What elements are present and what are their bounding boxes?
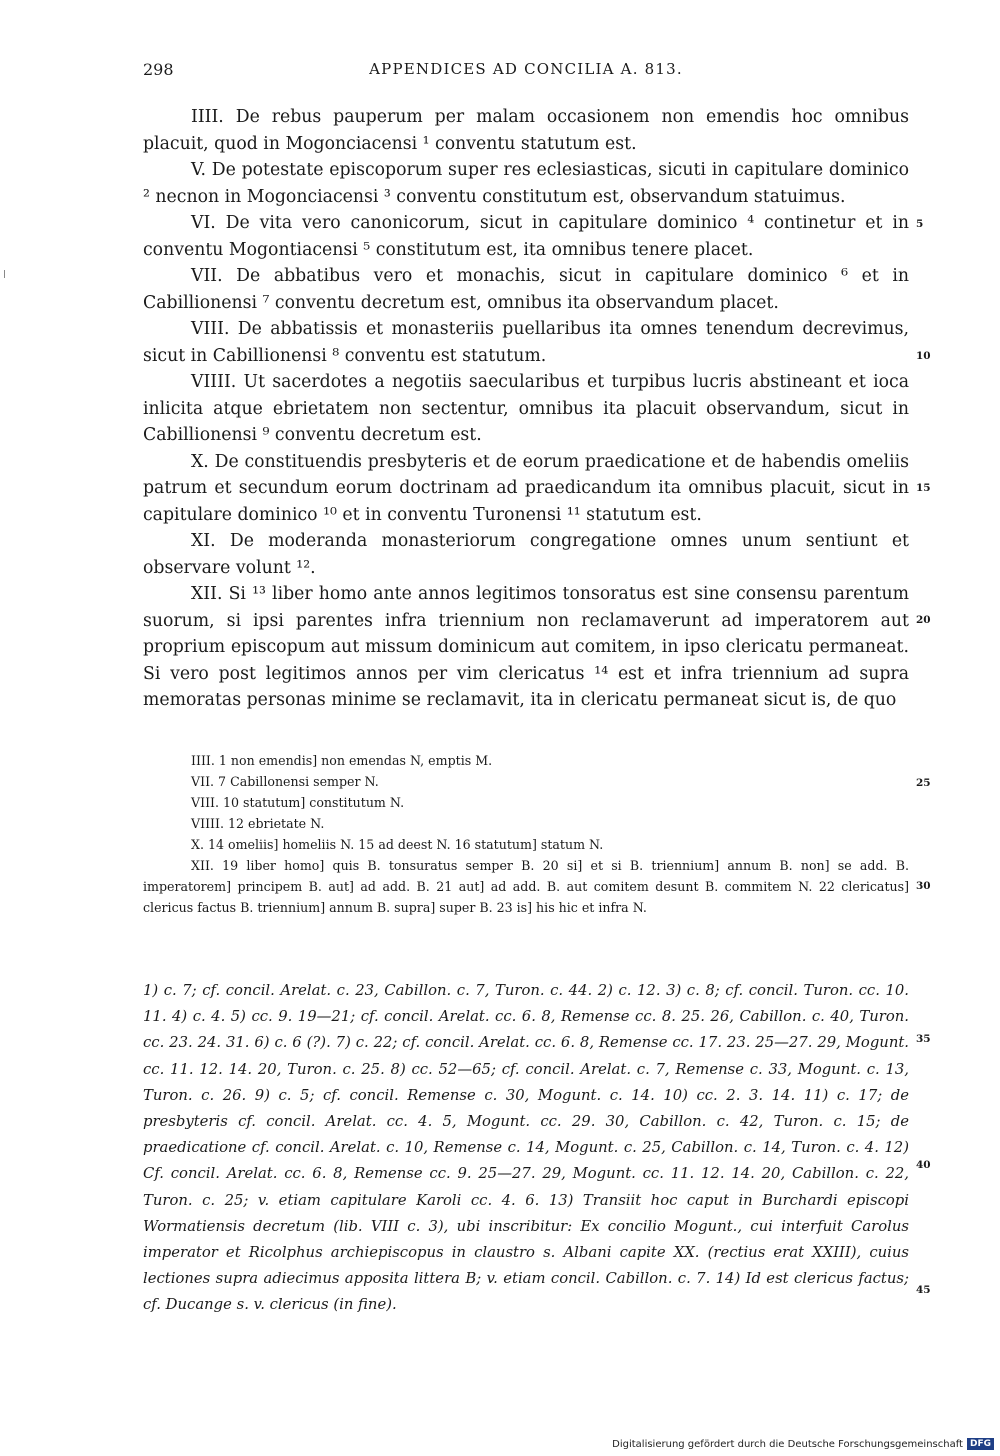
- chapter-paragraph: VI. De vita vero canonicorum, sicut in capitulare dominico ⁴ continetur et in conventu Mogontiacensi ⁵ constitutum est, ita omnibus tenere placet.: [143, 213, 909, 260]
- chapter-paragraph: IIII. De rebus pauperum per malam occasionem non emendis hoc omnibus placuit, quod in Mogonciacensi ¹ conventu statutum est.: [143, 107, 909, 154]
- apparatus-entry: X. 14 omeliis] homeliis N. 15 ad deest N. 16 statutum] statum N.: [191, 837, 604, 852]
- apparatus-entry: VIIII. 12 ebrietate N.: [191, 816, 325, 831]
- chapter-paragraph: VII. De abbatibus vero et monachis, sicut in capitulare dominico ⁶ et in Cabillionensi ⁷ conventu decretum est, omnibus ita observandum placet.: [143, 266, 909, 313]
- running-title: APPENDICES AD CONCILIA A. 813.: [369, 60, 683, 78]
- digitization-footer: [612, 1438, 994, 1450]
- apparatus-entry: IIII. 1 non emendis] non emendas N, emptis M.: [191, 753, 493, 768]
- line-number: 45: [916, 1284, 931, 1296]
- apparatus-entry: XII. 19 liber homo] quis B. tonsuratus semper B. 20 si] et si B. triennium] annum B. non] se add. B. imperatorem] principem B. aut] ad add. B. 21 aut] ad add. B. aut comitem desunt B. commitem N. 22 clericatus] clericus factus B. triennium] annum B. supra] super B. 23 is] his hic et infra N.: [143, 858, 909, 915]
- page-number: 298: [143, 60, 174, 79]
- line-number: 20: [916, 614, 931, 626]
- chapter-paragraph: V. De potestate episcoporum super res eclesiasticas, sicuti in capitulare dominico ² necnon in Mogonciacensi ³ conventu constitutum est, observandum statuimus.: [143, 160, 909, 207]
- line-number: 25: [916, 777, 931, 789]
- apparatus-entry: VII. 7 Cabillonensi semper N.: [191, 774, 379, 789]
- line-number: 40: [916, 1159, 931, 1171]
- chapter-paragraph: VIIII. Ut sacerdotes a negotiis saecularibus et turpibus lucris abstineant et ioca inlicita atque ebrietatem non sectentur, omnibus ita placuit observandum, sicut in Cabillionensi ⁹ conventu decretum est.: [143, 372, 909, 445]
- chapter-paragraph: VIII. De abbatissis et monasteriis puellaribus ita omnes tenendum decrevimus, sicut in Cabillionensi ⁸ conventu est statutum.: [143, 319, 909, 366]
- chapter-paragraph: XII. Si ¹³ liber homo ante annos legitimos tonsoratus est sine consensu parentum suorum, si ipsi parentes infra triennium non reclamaverunt ad imperatorem aut proprium episcopum aut missum dominicum aut comitem, in ipso clericatu permaneat. Si vero post legitimos annos per vim clericatus ¹⁴ est et infra triennium ad supra memoratas personas minime se reclamavit, ita in clericatu permaneat sicut is, de quo: [143, 584, 909, 710]
- apparatus-entry: VIII. 10 statutum] constitutum N.: [191, 795, 405, 810]
- footnotes: 1) c. 7; cf. concil. Arelat. c. 23, Cabillon. c. 7, Turon. c. 44. 2) c. 12. 3) c. 8; cf. concil. Turon. cc. 10. 11. 4) c. 4. 5) cc. 9. 19—21; cf. concil. Arelat. cc. 6. 8, Remense cc. 8. 25. 26, Cabillon. c. 40, Turon. cc. 23. 24. 31. 6) c. 6 (?). 7) c. 22; cf. concil. Arelat. cc. 6. 8, Remense cc. 17. 23. 25—27. 29, Mogunt. cc. 11. 12. 14. 20, Turon. c. 25. 8) cc. 52—65; cf. concil. Arelat. c. 7, Remense c. 33, Mogunt. c. 13, Turon. c. 26. 9) c. 5; cf. concil. Remense c. 30, Mogunt. c. 14. 10) cc. 2. 3. 14. 11) c. 17; de presbyteris cf. concil. Arelat. cc. 4. 5, Mogunt. cc. 29. 30, Cabillon. c. 42, Turon. c. 15; de praedicatione cf. concil. Arelat. c. 10, Remense c. 14, Mogunt. c. 25, Cabillon. c. 14, Turon. c. 4. 12) Cf. concil. Arelat. cc. 6. 8, Remense cc. 9. 25—27. 29, Mogunt. cc. 11. 12. 14. 20, Cabillon. c. 22, Turon. c. 25; v. etiam capitulare Karoli cc. 4. 6. 13) Transiit hoc caput in Burchardi episcopi Wormatiensis decretum (lib. VIII c. 3), ubi inscribitur: Ex concilio Mogunt., cui interfuit Carolus imperator et Ricolphus archiepiscopus in claustro s. Albani capite XX. (rectius erat XXIII), cuius lectiones supra adiecimus apposita littera B; v. etiam concil. Cabillon. c. 7. 14) Id est clericus factus; cf. Ducange s. v. clericus (in fine).: [143, 982, 909, 1314]
- line-number: 5: [916, 218, 924, 230]
- line-number: 15: [916, 482, 931, 494]
- line-number: 35: [916, 1033, 931, 1045]
- critical-apparatus: [143, 750, 909, 918]
- main-text: [143, 104, 909, 714]
- dfg-logo: DFG: [967, 1438, 994, 1450]
- chapter-paragraph: X. De constituendis presbyteris et de eorum praedicatione et de habendis omeliis patrum et secundum eorum doctrinam ad praedicandum ita omnibus placuit, sicut in capitulare dominico ¹⁰ et in conventu Turonensi ¹¹ statutum est.: [143, 451, 909, 525]
- line-number: 10: [916, 350, 931, 362]
- line-number: 30: [916, 880, 931, 892]
- funding-note: Digitalisierung gefördert durch die Deutsche Forschungsgemeinschaft: [612, 1438, 963, 1450]
- page-header: [143, 60, 909, 84]
- scan-margin-mark: [4, 270, 5, 278]
- chapter-paragraph: XI. De moderanda monasteriorum congregatione omnes unum sentiunt et observare volunt ¹².: [143, 531, 909, 578]
